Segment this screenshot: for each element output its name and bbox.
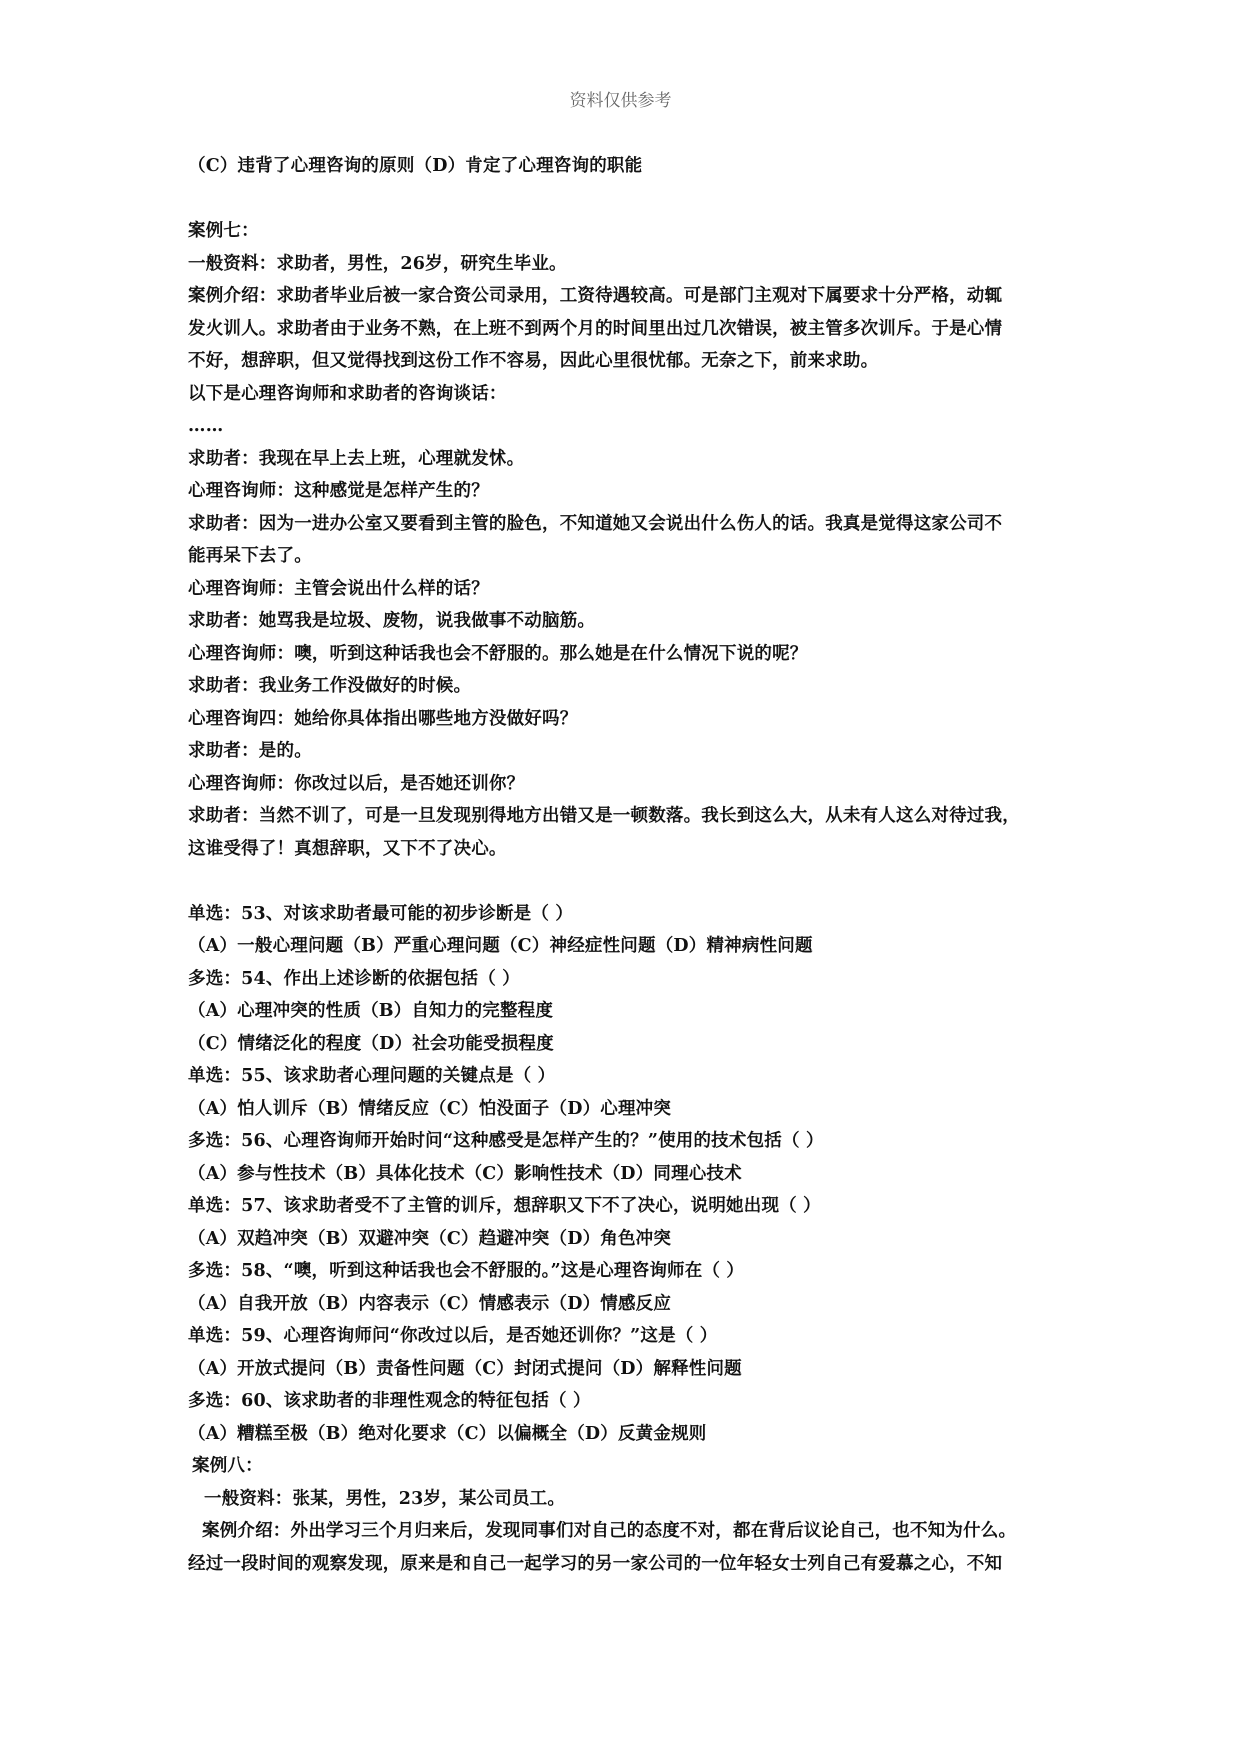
question-line: 单选：53、对该求助者最可能的初步诊断是（ ） <box>188 903 574 924</box>
dialogue-line: 心理咨询师：这种感觉是怎样产生的？ <box>188 481 489 501</box>
options-line: （C）情绪泛化的程度（D）社会功能受损程度 <box>188 1033 554 1054</box>
dialogue-line: 求助者：是的。 <box>188 741 312 761</box>
options-line: （A）参与性技术（B）具体化技术（C）影响性技术（D）同理心技术 <box>188 1163 742 1184</box>
text-line: 一般资料：求助者，男性，26岁，研究生毕业。 <box>188 253 567 274</box>
text-line: （C）违背了心理咨询的原则（D）肯定了心理咨询的职能 <box>188 156 643 176</box>
dialogue-line: 求助者：我业务工作没做好的时候。 <box>188 676 472 696</box>
question-line: 单选：57、该求助者受不了主管的训斥，想辞职又下不了决心，说明她出现（ ） <box>188 1196 821 1216</box>
options-line: （A）怕人训斥（B）情绪反应（C）怕没面子（D）心理冲突 <box>188 1098 672 1119</box>
question-line: 多选：54、作出上述诊断的依据包括（ ） <box>188 968 520 989</box>
dialogue-line: 求助者：我现在早上去上班，心理就发怵。 <box>188 448 525 469</box>
dialogue-line: 这谁受得了！真想辞职，又下不了决心。 <box>188 838 507 859</box>
text-line: …… <box>188 416 224 436</box>
dialogue-line: 求助者：因为一进办公室又要看到主管的脸色，不知道她又会说出什么伤人的话。我真是觉得这家公司不 <box>188 513 1003 534</box>
text-line: 经过一段时间的观察发现，原来是和自己一起学习的另一家公司的一位年轻女士列自己有爱慕之心，不知 <box>188 1553 1003 1574</box>
text-line: 案例介绍：求助者毕业后被一家合资公司录用，工资待遇较高。可是部门主观对下属要求十分严格，动辄 <box>188 286 1003 306</box>
case-title: 案例八： <box>192 1456 263 1476</box>
paragraph-gap <box>188 865 1068 898</box>
page-header: 资料仅供参考 <box>569 91 672 111</box>
dialogue-line: 心理咨询四：她给你具体指出哪些地方没做好吗？ <box>188 708 578 729</box>
text-line: 一般资料：张某，男性，23岁，某公司员工。 <box>204 1488 566 1509</box>
text-line: 案例介绍：外出学习三个月归来后，发现同事们对自己的态度不对，都在背后议论自己，也不知为什么。 <box>202 1521 1017 1541</box>
options-line: （A）糟糕至极（B）绝对化要求（C）以偏概全（D）反黄金规则 <box>188 1423 707 1444</box>
question-line: 单选：55、该求助者心理问题的关键点是（ ） <box>188 1066 556 1086</box>
dialogue-line: 心理咨询师：噢，听到这种话我也会不舒服的。那么她是在什么情况下说的呢？ <box>188 643 808 664</box>
options-line: （A）心理冲突的性质（B）自知力的完整程度 <box>188 1001 554 1021</box>
text-line: 不好，想辞职，但又觉得找到这份工作不容易，因此心里很忧郁。无奈之下，前来求助。 <box>188 351 879 371</box>
question-line: 单选：59、心理咨询师问“你改过以后，是否她还训你？”这是（ ） <box>188 1326 718 1346</box>
dialogue-line: 心理咨询师：你改过以后，是否她还训你？ <box>188 773 525 794</box>
dialogue-line: 心理咨询师：主管会说出什么样的话？ <box>188 578 489 599</box>
options-line: （A）开放式提问（B）责备性问题（C）封闭式提问（D）解释性问题 <box>188 1358 742 1379</box>
text-line: 以下是心理咨询师和求助者的咨询谈话： <box>188 383 507 404</box>
document-body <box>188 150 1068 1580</box>
options-line: （A）一般心理问题（B）严重心理问题（C）神经症性问题（D）精神病性问题 <box>188 936 813 956</box>
options-line: （A）自我开放（B）内容表示（C）情感表示（D）情感反应 <box>188 1293 672 1314</box>
case-title: 案例七： <box>188 221 259 241</box>
dialogue-line: 求助者：当然不训了，可是一旦发现别得地方出错又是一顿数落。我长到这么大，从未有人这么对待过我， <box>188 806 1020 826</box>
question-line: 多选：58、“噢，听到这种话我也会不舒服的。”这是心理咨询师在（ ） <box>188 1261 745 1281</box>
dialogue-line: 求助者：她骂我是垃圾、废物，说我做事不动脑筋。 <box>188 611 596 631</box>
options-line: （A）双趋冲突（B）双避冲突（C）趋避冲突（D）角色冲突 <box>188 1228 672 1249</box>
text-line: 发火训人。求助者由于业务不熟，在上班不到两个月的时间里出过几次错误，被主管多次训斥。于是心情 <box>188 318 1003 339</box>
paragraph-gap <box>188 183 1068 216</box>
question-line: 多选：56、心理咨询师开始时问“这种感受是怎样产生的？”使用的技术包括（ ） <box>188 1131 824 1151</box>
question-line: 多选：60、该求助者的非理性观念的特征包括（ ） <box>188 1391 591 1411</box>
dialogue-line: 能再呆下去了。 <box>188 546 312 566</box>
